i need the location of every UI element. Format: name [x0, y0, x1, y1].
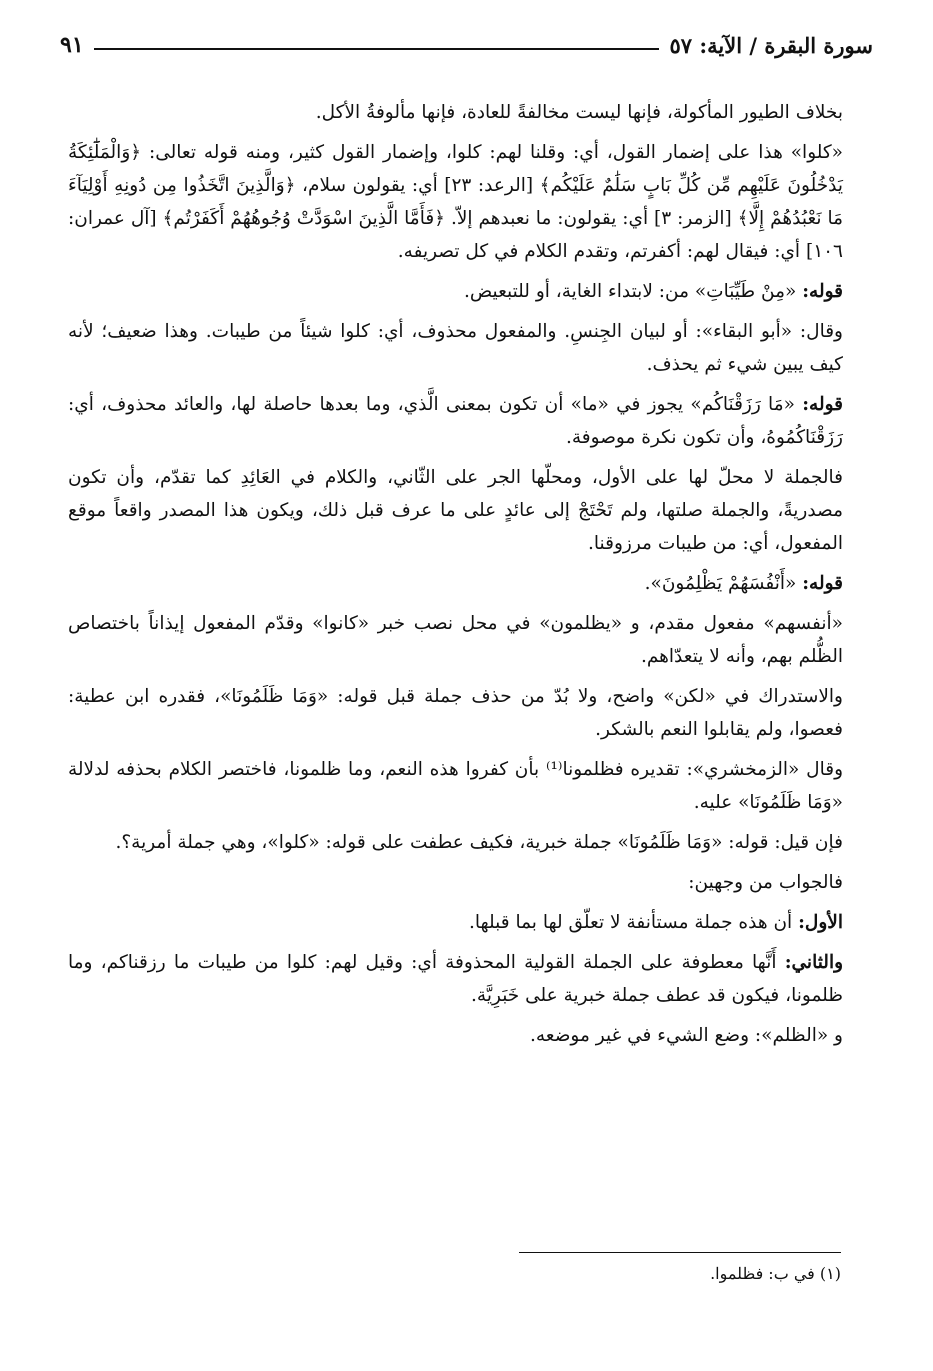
paragraph-text: «أنفسهم» مفعول مقدم، و «يظلمون» في محل نصب خبر «كانوا» وقدّم المفعول إيذاناً باختصاص الظُّلم بهم، وأنه لا يتعدّاهم.	[68, 613, 843, 667]
header-rule	[94, 48, 660, 50]
paragraph	[68, 315, 843, 381]
paragraph-text: «أَنْفُسَهُمْ يَظْلِمُونَ».	[644, 573, 797, 594]
paragraph	[68, 1019, 843, 1052]
running-header	[60, 26, 873, 58]
surah-verse-title: سورة البقرة / الآية: ٥٧	[669, 33, 873, 58]
paragraph-text: فالجواب من وجهين:	[688, 872, 843, 893]
paragraph	[68, 680, 843, 746]
paragraph-text: «مَا رَزَقْنَاكُم» يجوز في «ما» أن تكون بمعنى الَّذي، وما بعدها حاصلة لها، والعائد محذوف، أي: رَزَقْنَاكُمُوهُ، وأن تكون نكرة موصوفة.	[68, 394, 843, 448]
paragraph-label: والثاني:	[784, 952, 844, 973]
paragraph	[68, 753, 843, 819]
paragraph-text: فإن قيل: قوله: «وَمَا ظَلَمُونَا» جملة خبرية، فكيف عطفت على قوله: «كلوا»، وهي جملة أمرية؟.	[115, 832, 843, 853]
paragraph	[68, 388, 843, 454]
paragraph-text: وقال: «أبو البقاء»: أو لبيان الجِنسِ. والمفعول محذوف، أي: كلوا شيئاً من طيبات. وهذا ضعيف؛ لأنه كيف يبين شيء ثم يحذف.	[68, 321, 843, 375]
paragraph	[68, 607, 843, 673]
paragraph	[68, 906, 843, 939]
paragraph-label: الأول:	[798, 912, 843, 933]
paragraph-label: قوله:	[802, 281, 843, 302]
paragraph-text: أن هذه جملة مستأنفة لا تعلّق لها بما قبلها.	[468, 912, 793, 933]
paragraph-text: وقال «الزمخشري»: تقديره فظلمونا⁽¹⁾ بأن كفروا هذه النعم، وما ظلمونا، فاختصر الكلام بحذفه لدلالة «وَمَا ظَلَمُونَا» عليه.	[68, 759, 844, 813]
paragraph	[68, 461, 843, 560]
paragraph-label: قوله:	[802, 573, 843, 594]
paragraph-text: أَنَّها معطوفة على الجملة القولية المحذوفة أي: وقيل لهم: كلوا من طيبات ما رزقناكم، وما ظلمونا، فيكون قد عطف جملة خبرية على خَبَرِيَّة.	[68, 952, 843, 1006]
paragraph-text: بخلاف الطيور المأكولة، فإنها ليست مخالفةً للعادة، فإنها مألوفةُ الأكل.	[315, 102, 843, 123]
paragraph	[68, 866, 843, 899]
paragraph-text: و «الظلم»: وضع الشيء في غير موضعه.	[530, 1025, 843, 1046]
footnote-rule	[519, 1252, 841, 1253]
paragraph	[68, 946, 843, 1012]
paragraph-label: قوله:	[802, 394, 843, 415]
paragraph	[68, 826, 843, 859]
paragraph	[68, 96, 843, 129]
footnote: (١) في ب: فظلموا.	[710, 1264, 841, 1283]
paragraph	[68, 275, 843, 308]
paragraph-text: «مِنْ طَيِّبَاتِ» من: لابتداء الغاية، أو للتبعيض.	[463, 281, 797, 302]
paragraph-text: والاستدراك في «لكن» واضح، ولا بُدّ من حذف جملة قبل قوله: «وَمَا ظَلَمُونَا»، فقدره ابن عطية: فعصوا، ولم يقابلوا النعم بالشكر.	[68, 686, 843, 740]
page-number: ٩١	[60, 32, 84, 58]
paragraph	[68, 136, 843, 268]
main-text	[68, 96, 843, 1059]
paragraph-text: «كلوا» هذا على إضمار القول، أي: وقلنا لهم: كلوا، وإضمار القول كثير، ومنه قوله تعالى: ﴿وَالْمَلَٰٓئِكَةُ يَدْخُلُونَ عَلَيْهِم مِّن كُلِّ بَابٍ سَلَٰمٌ عَلَيْكُم﴾ [الرعد: ٢٣] أي: يقولون سلام، ﴿وَالَّذِينَ اتَّخَذُوا مِن دُونِهِ أَوْلِيَآءَ مَا نَعْبُدُهُمْ إِلَّا﴾ [الزمر: ٣] أي: يقولون: ما نعبدهم إلاّ. ﴿فَأَمَّا الَّذِينَ اسْوَدَّتْ وُجُوهُهُمْ أَكَفَرْتُم﴾ [آل عمران: ١٠٦] أي: فيقال لهم: أكفرتم، وتقدم الكلام في كل تصريفه.	[68, 142, 843, 262]
paragraph	[68, 567, 843, 600]
paragraph-text: فالجملة لا محلّ لها على الأول، ومحلّها الجر على الثّاني، والكلام في العَائِدِ كما تقدّم، وأن تكون مصدريةً، والجملة صلتها، ولم تَحْتَجْ إلى عائدٍ على ما عرف قبل ذلك، ويكون هذا المصدر واقعاً موقع المفعول، أي: من طيبات مرزوقنا.	[68, 467, 843, 554]
